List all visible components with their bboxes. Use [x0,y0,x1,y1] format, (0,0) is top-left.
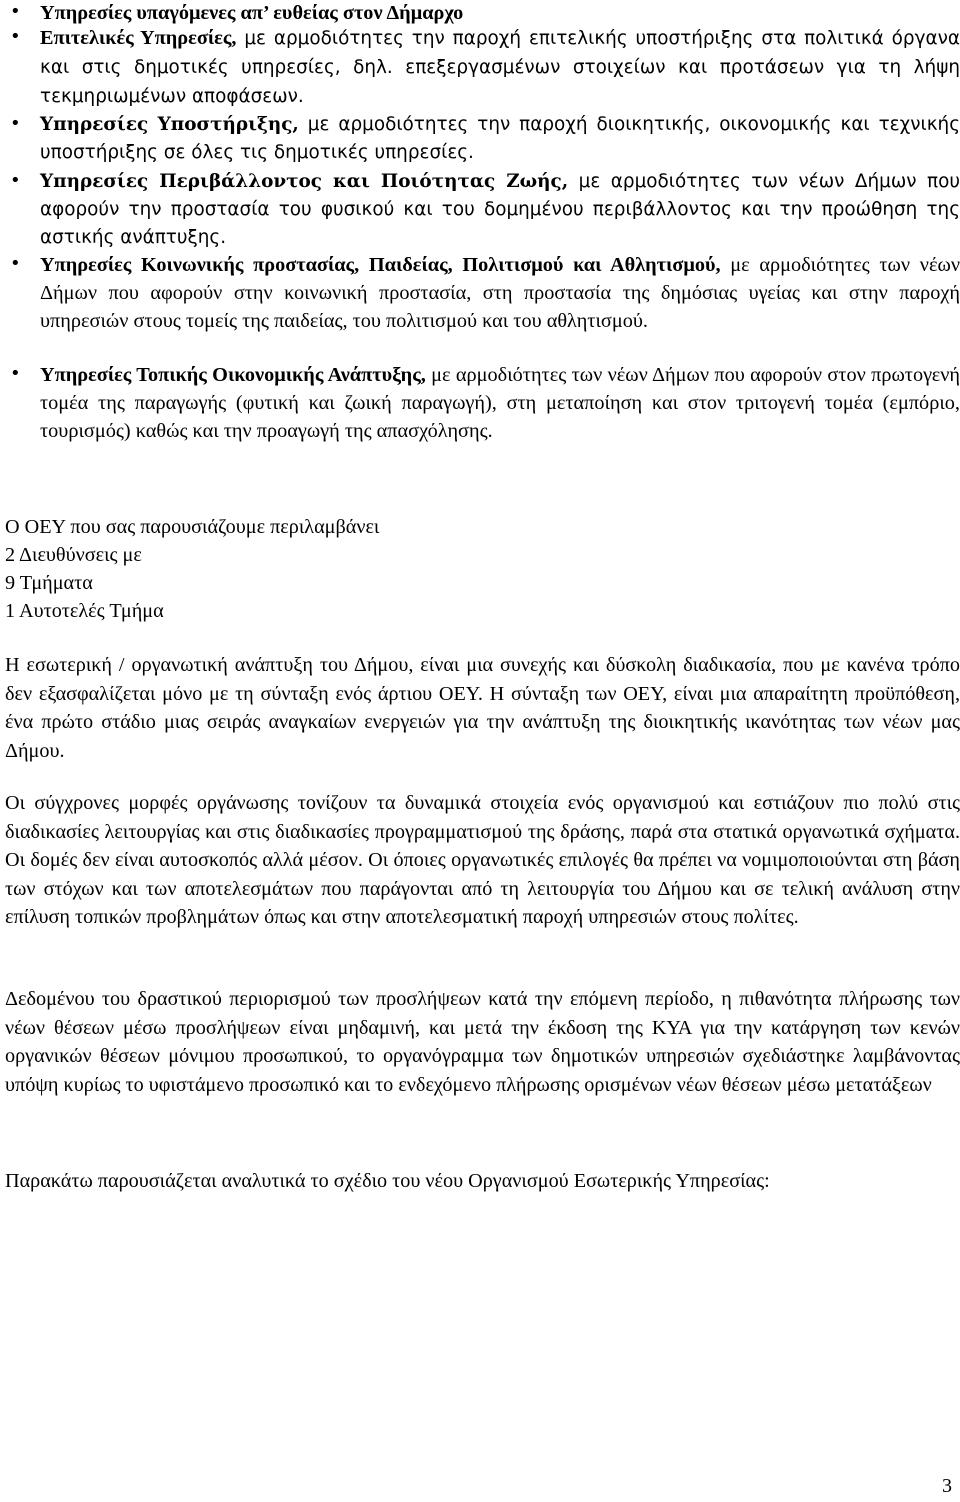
service-title: Υπηρεσίες Υποστήριξης, [40,114,299,135]
summary-independent: 1 Αυτοτελές Τμήμα [5,600,164,622]
list-item [0,0,960,27]
bullet-icon: • [10,26,21,47]
summary-intro: Ο ΟΕΥ που σας παρουσιάζουμε περιλαμβάνει [5,516,380,538]
list-item [0,111,960,167]
list-item [0,361,960,445]
bullet-icon: • [10,113,21,134]
bullet-icon: • [10,170,21,191]
paragraph-modern-organization: Οι σύγχρονες μορφές οργάνωσης τονίζουν τα δυναμικά στοιχεία ενός οργανισμού και εστιάζουν πιο πολύ στις διαδικασίες λειτουργίας και στις διαδικασίες προγραμματισμού της δράσης, παρά στα στατικά οργανωτικά σχήματα. Οι δομές δεν είναι αυτοσκοπός αλλά μέσον. Οι όποιες οργανωτικές επιλογές θα πρέπει να νομιμοποιούνται στη βάση των στόχων και των αποτελεσμάτων που παράγονται από τη λειτουργία του Δήμου και σε τελική ανάλυση στην επίλυση τοπικών προβλημάτων όπως και στην αποτελεσματική παροχή υπηρεσιών στους πολίτες. [5,792,960,929]
list-item [0,251,960,335]
list-item [0,168,960,252]
summary-departments: 9 Τμήματα [5,572,93,594]
paragraph-development: Η εσωτερική / οργανωτική ανάπτυξη του Δήμου, είναι μια συνεχής και δύσκολη διαδικασία, που με κανένα τρόπο δεν εξασφαλίζεται μόνο με τη σύνταξη ενός άρτιου ΟΕΥ. Η σύνταξη των ΟΕΥ, είναι μια απαραίτητη προϋπόθεση, ένα πρώτο στάδιο μιας σειράς αναγκαίων ενεργειών για την ανάπτυξη της διοικητικής ικανότητας των νέων μας Δήμου. [5,654,960,762]
paragraph-outline-intro: Παρακάτω παρουσιάζεται αναλυτικά το σχέδιο του νέου Οργανισμού Εσωτερικής Υπηρεσίας: [5,1170,770,1192]
service-title: Υπηρεσίες υπαγόμενες απ’ ευθείας στον Δήμαρχο [40,2,464,24]
bullet-icon: • [10,1,21,22]
paragraph-hiring-constraints: Δεδομένου του δραστικού περιορισμού των προσλήψεων κατά την επόμενη περίοδο, η πιθανότητα πλήρωσης των νέων θέσεων μέσω προσλήψεων είναι μηδαμινή, και μετά την έκδοση της ΚΥΑ για την κατάργηση των κενών οργανικών θέσεων μόνιμου προσωπικού, το οργανόγραμμα των δημοτικών υπηρεσιών σχεδιάστηκε λαμβάνοντας υπόψη κυρίως το υφιστάμενο προσωπικό και το ενδεχόμενο πλήρωσης ορισμένων νέων θέσεων μέσω μετατάξεων [5,988,960,1096]
page-number: 3 [942,1475,952,1497]
service-title: Υπηρεσίες Περιβάλλοντος και Ποιότητας Ζωής, [40,171,569,192]
bullet-icon: • [10,363,21,384]
service-description: με αρμοδιότητες την παροχή διοικητικής, οικονομικής και τεχνικής υποστήριξης σε όλες τις δημοτικές υπηρεσίες. [40,114,960,163]
service-title: Επιτελικές Υπηρεσίες, [40,27,237,49]
bullet-icon: • [10,253,21,274]
service-description: με αρμοδιότητες των νέων Δήμων που αφορούν στον πρωτογενή τομέα της παραγωγής (φυτική και ζωική παραγωγή), στη μεταποίηση και στον τριτογενή τομέα (εμπόριο, τουρισμός) καθώς και την προαγωγή της απασχόλησης. [40,364,960,442]
service-title: Υπηρεσίες Κοινωνικής προστασίας, Παιδείας, Πολιτισμού και Αθλητισμού, [40,254,721,276]
summary-directorates: 2 Διευθύνσεις με [5,544,142,566]
service-description: με αρμοδιότητες των νέων Δήμων που αφορούν την προστασία του φυσικού και του δομημένου περιβάλλοντος και την προώθηση της αστικής ανάπτυξης. [40,171,960,248]
service-description: με αρμοδιότητες των νέων Δήμων που αφορούν στην κοινωνική προστασία, στη προστασία της δημόσιας υγείας και στην παροχή υπηρεσιών στους τομείς της παιδείας, του πολιτισμού και του αθλητισμού. [40,254,960,332]
list-item [0,24,960,111]
service-description: με αρμοδιότητες την παροχή επιτελικής υποστήριξης στα πολιτικά όργανα και στις δημοτικές υπηρεσίες, δηλ. επεξεργασμένων στοιχείων και προτάσεων για τη λήψη τεκμηριωμένων αποφάσεων. [40,28,960,107]
service-title: Υπηρεσίες Τοπικής Οικονομικής Ανάπτυξης, [40,364,426,386]
